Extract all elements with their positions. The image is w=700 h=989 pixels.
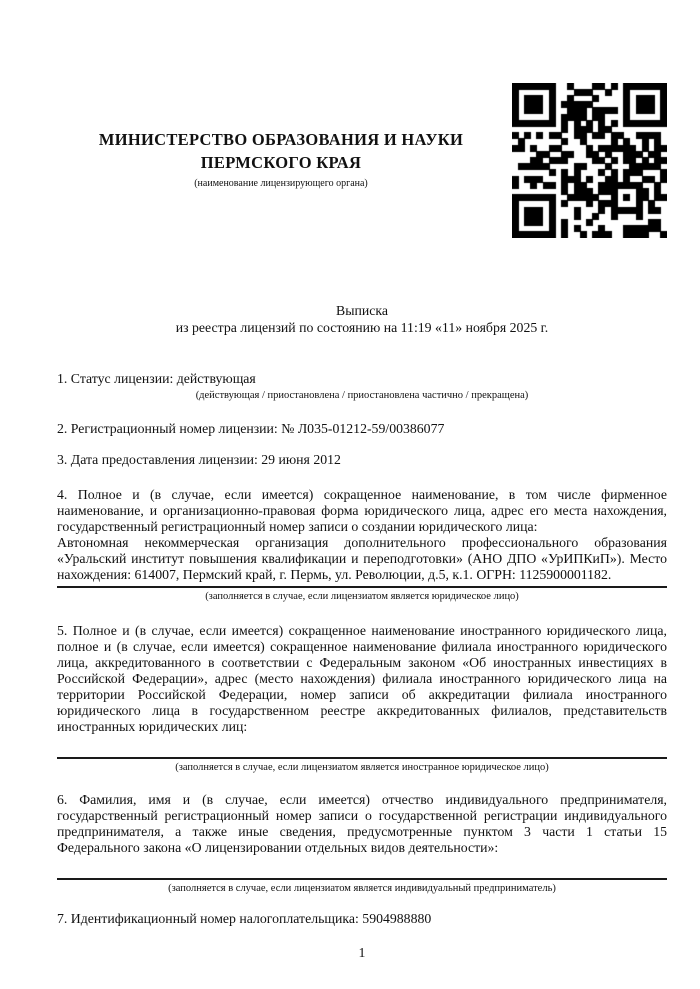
document-header bbox=[57, 83, 667, 238]
field-taxpayer-number-text: 7. Идентификационный номер налогоплательщика: 5904988880 bbox=[57, 911, 432, 926]
document-title bbox=[57, 302, 667, 336]
field-license-date bbox=[57, 452, 667, 468]
fill-line-foreign-entity bbox=[57, 757, 667, 759]
field-license-status-text: 1. Статус лицензии: действующая bbox=[57, 371, 256, 386]
field-license-status-note: (действующая / приостановлена / приостановлена частично / прекращена) bbox=[195, 390, 529, 401]
ministry-name-line1: МИНИСТЕРСТВО ОБРАЗОВАНИЯ И НАУКИ bbox=[98, 130, 464, 149]
field-legal-entity-label: 4. Полное и (в случае, если имеется) сокращенное наименование, в том числе фирменное наименование, и организационно-правовая форма юридического лица, адрес его места нахождения, государственный регистрационный номер записи о создании юридического лица: bbox=[57, 487, 667, 534]
field-foreign-entity-note: (заполняется в случае, если лицензиатом является иностранное юридическое лицо) bbox=[175, 762, 549, 773]
field-foreign-entity-label: 5. Полное и (в случае, если имеется) сокращенное наименование иностранного юридического лица, полное и (в случае, если имеется) сокращенное наименование филиала иностранного юридического лица, аккредитованного в соответствии с Федеральным законом «Об иностранных инвестициях в Российской Федерации», адрес (место нахождения) филиала иностранного юридического лица на территории Российской Федерации, номер записи об аккредитации филиала иностранного юридического лица в государственном реестре аккредитованных филиалов, представительств иностранных юридических лиц: bbox=[57, 623, 667, 734]
document-title-line2: из реестра лицензий по состоянию на 11:19 «11» ноября 2025 г. bbox=[175, 320, 549, 335]
licensing-authority-block bbox=[57, 128, 505, 190]
fill-line-legal-entity bbox=[57, 586, 667, 588]
field-individual-entrepreneur-note: (заполняется в случае, если лицензиатом является индивидуальный предприниматель) bbox=[168, 883, 556, 894]
field-taxpayer-number bbox=[57, 911, 667, 927]
field-legal-entity-note: (заполняется в случае, если лицензиатом является юридическое лицо) bbox=[205, 591, 519, 602]
field-legal-entity bbox=[57, 487, 667, 603]
field-license-date-text: 3. Дата предоставления лицензии: 29 июня 2012 bbox=[57, 452, 341, 467]
ministry-name-caption: (наименование лицензирующего органа) bbox=[194, 178, 368, 189]
field-legal-entity-value: Автономная некоммерческая организация дополнительного профессионального образования «Уральский институт повышения квалификации и переподготовки» (АНО ДПО «УрИПКиП»). Место нахождения: 614007, Пермский край, г. Пермь, ул. Революции, д.5, к.1. ОГРН: 1125900001182. bbox=[57, 535, 667, 582]
field-individual-entrepreneur bbox=[57, 792, 667, 895]
qr-code bbox=[512, 83, 667, 238]
page-number: 1 bbox=[358, 945, 366, 960]
document-title-line1: Выписка bbox=[336, 303, 388, 318]
fill-line-individual-entrepreneur bbox=[57, 878, 667, 880]
ministry-name-line2: ПЕРМСКОГО КРАЯ bbox=[200, 153, 362, 172]
field-individual-entrepreneur-label: 6. Фамилия, имя и (в случае, если имеется) отчество индивидуального предпринимателя, государственный регистрационный номер записи о государственной регистрации индивидуального предпринимателя, а также иные сведения, предусмотренные пунктом 3 части 1 статьи 15 Федерального закона «О лицензировании отдельных видов деятельности»: bbox=[57, 792, 667, 855]
field-registration-number bbox=[57, 421, 667, 437]
field-license-status bbox=[57, 371, 667, 402]
field-registration-number-text: 2. Регистрационный номер лицензии: № Л035-01212-59/00386077 bbox=[57, 421, 445, 436]
field-foreign-entity bbox=[57, 623, 667, 774]
